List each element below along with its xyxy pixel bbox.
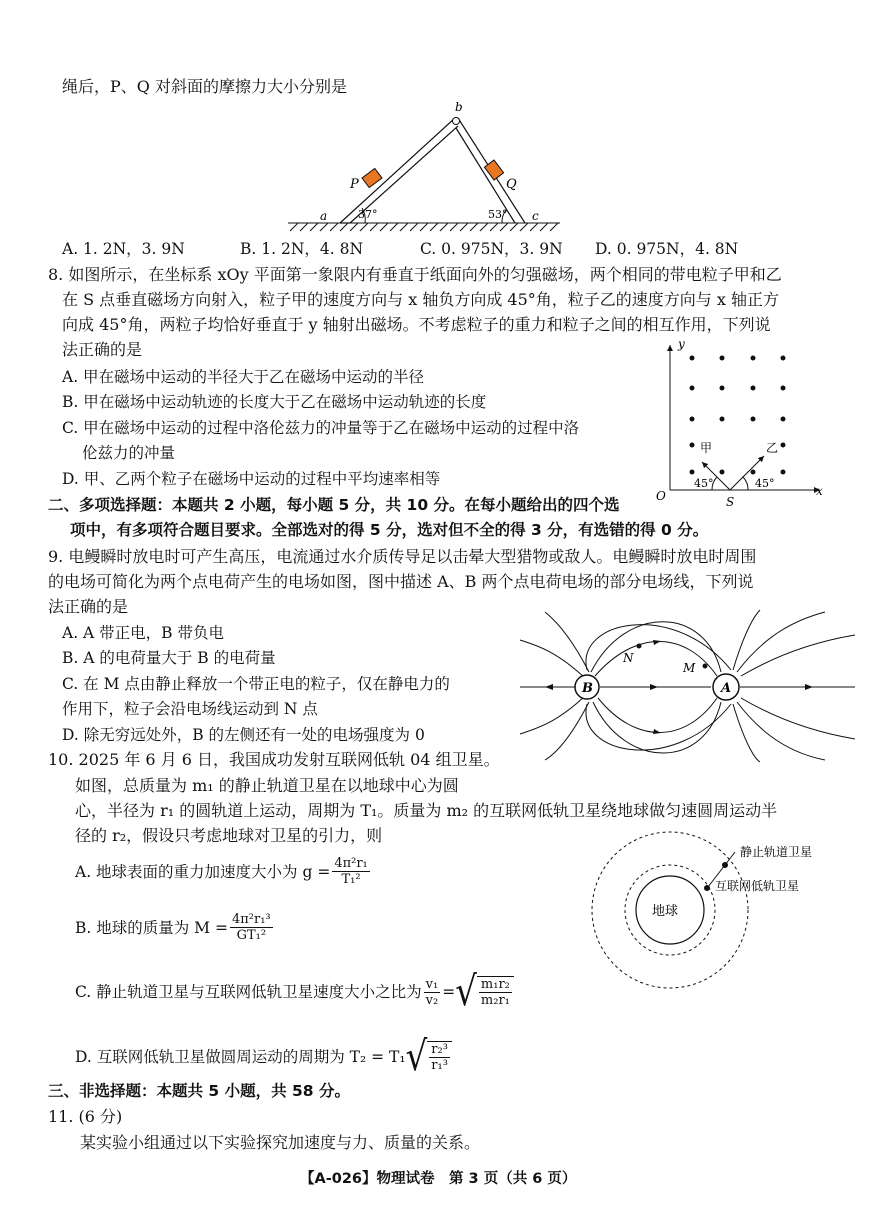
origin-label: O <box>656 489 666 503</box>
q10-line-1: 10. 2025 年 6 月 6 日，我国成功发射互联网低轨 04 组卫星。 <box>48 750 500 769</box>
axis-y-label: y <box>678 337 685 351</box>
leo-satellite <box>704 885 710 891</box>
q7-option-c: C. 0. 975N，3. 9N <box>420 240 563 258</box>
point-m-label: M <box>683 661 696 675</box>
section-3-heading: 三、非选择题：本题共 5 小题，共 58 分。 <box>48 1082 350 1100</box>
q8-magnetic-field-figure <box>650 337 830 509</box>
q8-option-c: C. 甲在磁场中运动的过程中洛伦兹力的冲量等于乙在磁场中运动的过程中洛 <box>62 419 580 437</box>
block-p <box>362 168 382 187</box>
geo-satellite-label: 静止轨道卫星 <box>740 845 813 859</box>
q10-orbit-figure <box>590 830 850 990</box>
angle-right: 45° <box>755 477 775 490</box>
section-2-heading-cont: 项中，有多项符合题目要求。全部选对的得 5 分，选对但不全的得 3 分，有选错的得 0 分。 <box>70 521 709 539</box>
q8-option-a: A. 甲在磁场中运动的半径大于乙在磁场中运动的半径 <box>62 368 425 386</box>
q10-line-3: 心，半径为 r₁ 的圆轨道上运动，周期为 T₁。质量为 m₂ 的互联网低轨卫星绕地球做匀速圆周运动半 <box>75 801 778 820</box>
q7-incline-figure <box>280 98 570 233</box>
q7-text-tail: 绳后，P、Q 对斜面的摩擦力大小分别是 <box>62 77 347 96</box>
q10-line-4: 径的 r₂，假设只考虑地球对卫星的引力，则 <box>75 826 383 845</box>
q9-line-2: 的电场可简化为两个点电荷产生的电场如图，图中描述 A、B 两个点电荷电场的部分电场线，下列说 <box>48 572 754 591</box>
label-p: P <box>350 177 359 192</box>
q9-option-a: A. A 带正电，B 带负电 <box>62 624 224 642</box>
q9-line-1: 9. 电鳗瞬时放电时可产生高压，电流通过水介质传导足以击晕大型猎物或敌人。电鳗瞬时放电时周围 <box>48 547 757 566</box>
q11-heading: 11. (6 分) <box>48 1107 123 1126</box>
geo-satellite <box>722 862 728 868</box>
q9-line-3: 法正确的是 <box>48 597 129 616</box>
pulley <box>453 118 460 125</box>
particle-yi-label: 乙 <box>766 441 779 455</box>
q10-line-2: 如图，总质量为 m₁ 的静止轨道卫星在以地球中心为圆 <box>75 776 459 795</box>
label-a: a <box>320 209 328 223</box>
charge-a-label: A <box>721 681 732 696</box>
q9-option-d: D. 除无穷远处外，B 的左侧还有一处的电场强度为 0 <box>62 726 425 744</box>
angle-left: 45° <box>694 477 714 490</box>
q11-line: 某实验小组通过以下实验探究加速度与力、质量的关系。 <box>80 1133 481 1152</box>
angle-37: 37° <box>358 208 378 221</box>
label-c: c <box>532 209 539 223</box>
q8-option-c-cont: 伦兹力的冲量 <box>82 444 176 462</box>
charge-b-label: B <box>582 681 593 696</box>
axis-x-label: x <box>816 484 823 498</box>
section-2-heading: 二、多项选择题：本题共 2 小题，每小题 5 分，共 10 分。在每小题给出的四个选 <box>48 496 620 514</box>
point-s-label: S <box>726 495 735 509</box>
q9-option-b: B. A 的电荷量大于 B 的电荷量 <box>62 649 276 667</box>
q10-option-c: C. 静止轨道卫星与互联网低轨卫星速度大小之比为 $\frac{\text{v₁}}{\text{v₂}}$ = √ $\frac{\text{m₁r₂}}{\text{m₂r₁}}$ <box>75 975 514 1009</box>
q10-option-a: A. 地球表面的重力加速度大小为 g = $\frac{\text{4π²r₁}}{\text{T₁²}}$ <box>75 856 368 887</box>
q8-line-4: 法正确的是 <box>62 340 143 359</box>
particle-jia-label: 甲 <box>700 441 713 455</box>
page-footer: 【A-026】物理试卷 第 3 页（共 6 页） <box>300 1171 577 1187</box>
q9-option-c-cont: 作用下，粒子会沿电场线运动到 N 点 <box>62 700 318 718</box>
q7-option-a: A. 1. 2N，3. 9N <box>62 240 185 258</box>
point-n-label: N <box>623 651 634 665</box>
q10-option-b: B. 地球的质量为 M = $\frac{\text{4π²r₁³}}{\text{GT₁²}}$ <box>75 912 271 943</box>
q10-option-d: D. 互联网低轨卫星做圆周运动的周期为 T₂ = T₁ √ $\frac{\text{r₂³}}{\text{r₁³}}$ <box>75 1040 452 1074</box>
angle-53: 53° <box>488 208 508 221</box>
field-dots <box>690 356 786 475</box>
q8-option-b: B. 甲在磁场中运动轨迹的长度大于乙在磁场中运动轨迹的长度 <box>62 393 487 411</box>
q8-line-3: 向成 45°角，两粒子均恰好垂直于 y 轴射出磁场。不考虑粒子的重力和粒子之间的相互作用，下列说 <box>62 315 771 334</box>
q9-option-c: C. 在 M 点由静止释放一个带正电的粒子，仅在静电力的 <box>62 675 450 693</box>
q7-option-b: B. 1. 2N，4. 8N <box>240 240 364 258</box>
q8-line-1: 8. 如图所示，在坐标系 xOy 平面第一象限内有垂直于纸面向外的匀强磁场，两个相同的带电粒子甲和乙 <box>48 265 782 284</box>
label-q: Q <box>506 177 517 192</box>
earth-label: 地球 <box>652 904 679 919</box>
q8-option-d: D. 甲、乙两个粒子在磁场中运动的过程中平均速率相等 <box>62 470 441 488</box>
ground-hatching <box>288 223 560 231</box>
q7-option-d: D. 0. 975N，4. 8N <box>595 240 739 258</box>
label-b: b <box>455 100 463 114</box>
leo-satellite-label: 互联网低轨卫星 <box>715 879 800 893</box>
q9-electric-field-figure <box>515 610 860 760</box>
q8-line-2: 在 S 点垂直磁场方向射入，粒子甲的速度方向与 x 轴负方向成 45°角，粒子乙的速度方向与 x 轴正方 <box>62 290 779 309</box>
